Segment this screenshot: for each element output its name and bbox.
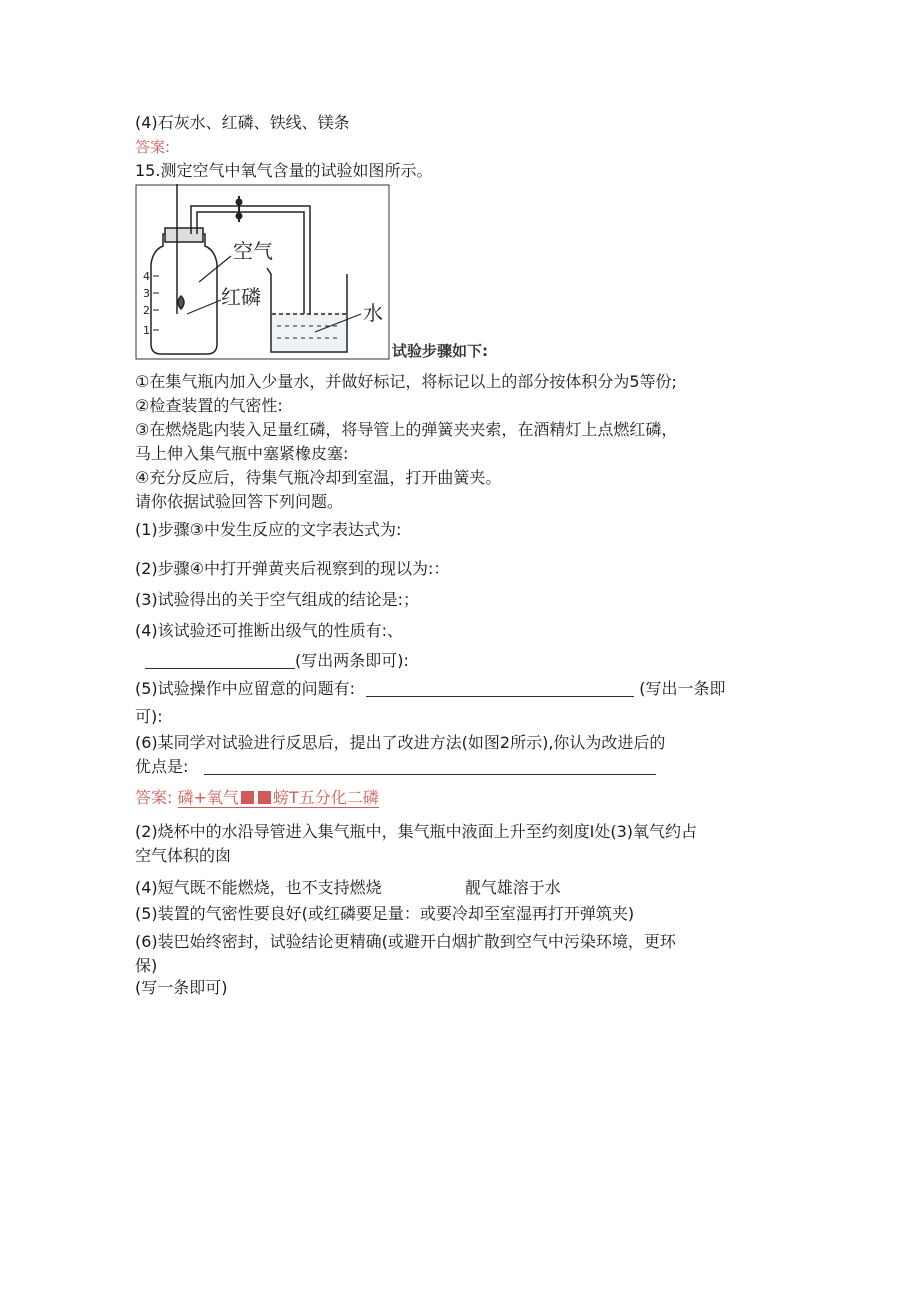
- question-6-cont: [135, 756, 656, 778]
- question-4: (4)该试验还可推断出级气的性质有:、: [135, 621, 404, 640]
- answer-6: (6)装巴始终密封，试验结论更精确(或避开白烟扩散到空气中污染环境，更环: [135, 932, 676, 951]
- question-5-hint: (写出一条即: [639, 679, 726, 698]
- answer-1-part: 螃T五分化二磷: [272, 788, 379, 807]
- question-intro: 请你依据试验回答下列问题。: [135, 492, 344, 511]
- answer-4: [135, 877, 561, 899]
- answer-4-tail: 靓气雄溶于水: [464, 878, 561, 897]
- gas-bottle: [151, 184, 217, 354]
- spring-clip-icon: [236, 196, 242, 222]
- steps-heading: 试验步骤如下:: [392, 342, 488, 360]
- question-2: (2)步骤④中打开弹黄夹后视察到的现以为:：: [135, 559, 450, 578]
- scale-mark: 2: [143, 304, 150, 317]
- beaker: [267, 268, 347, 352]
- question-5: [135, 678, 726, 700]
- question-6-text: 优点是:: [135, 757, 189, 776]
- answer-5: (5)装置的气密性要良好(或红磷要足量：或要冷却至室湿再打开弹筑夹): [135, 904, 635, 923]
- step-1: ①在集气瓶内加入少量水，并做好标记，将标记以上的部分按体积分为5等份;: [135, 372, 677, 391]
- answer-note: (写一条即可): [135, 978, 228, 997]
- unreadable-glyph: [258, 791, 271, 804]
- answer-4-text: (4)短气既不能燃烧，也不支持燃烧: [135, 878, 382, 897]
- question-5-cont: 可):: [135, 707, 163, 726]
- question-6: (6)某同学对试验进行反思后，提出了改进方法(如图2所示),你认为改进后的: [135, 733, 666, 752]
- scale-mark: 4: [143, 270, 150, 283]
- step-3: ③在燃烧匙内装入足量红磷，将导管上的弹簧夹夹索，在酒精灯上点燃红磷，: [135, 420, 678, 439]
- answer-label: 答案:: [135, 788, 173, 807]
- option-line: (4)石灰水、红磷、铁线、镁条: [135, 113, 350, 132]
- answer-label: 答案:: [135, 138, 171, 156]
- question-5-text: (5)试验操作中应留意的问题有:: [135, 679, 356, 698]
- question-title: 15.测定空气中氧气含量的试验如图所示。: [135, 161, 433, 180]
- experiment-figure: [135, 184, 390, 360]
- label-air: 空气: [233, 239, 273, 263]
- scale-mark: 3: [143, 287, 150, 300]
- answer-blank[interactable]: [145, 652, 295, 669]
- label-water: 水: [363, 301, 383, 325]
- answer-1-equation: [178, 788, 379, 808]
- step-4: ④充分反应后，待集气瓶冷却到室温，打开曲簧夹。: [135, 468, 502, 487]
- step-2: ②检查装置的气密性:: [135, 396, 283, 415]
- question-3: (3)试验得出的关于空气组成的结论是:；: [135, 590, 420, 609]
- question-4-hint: (写出两条即可):: [295, 651, 409, 670]
- unreadable-glyph: [241, 791, 254, 804]
- question-1: (1)步骤③中发生反应的文字表达式为:: [135, 520, 402, 539]
- answer-1-part: 磷+氧气: [177, 788, 239, 807]
- answer-blank[interactable]: [204, 758, 656, 775]
- answer-2-cont: 空气体积的囱: [135, 846, 232, 865]
- step-3-cont: 马上伸入集气瓶中塞紧橡皮塞:: [135, 444, 349, 463]
- label-phosphorus: 红磷: [221, 285, 261, 309]
- answer-1: [135, 787, 379, 809]
- answer-2: (2)烧杯中的水沿导管进入集气瓶中，集气瓶中液面上升至约刻度I处(3)氧气约占: [135, 822, 698, 841]
- answer-blank[interactable]: [366, 680, 634, 697]
- scale-mark: 1: [143, 324, 150, 337]
- question-4-cont: [145, 650, 409, 672]
- answer-6-cont: 保): [135, 956, 158, 975]
